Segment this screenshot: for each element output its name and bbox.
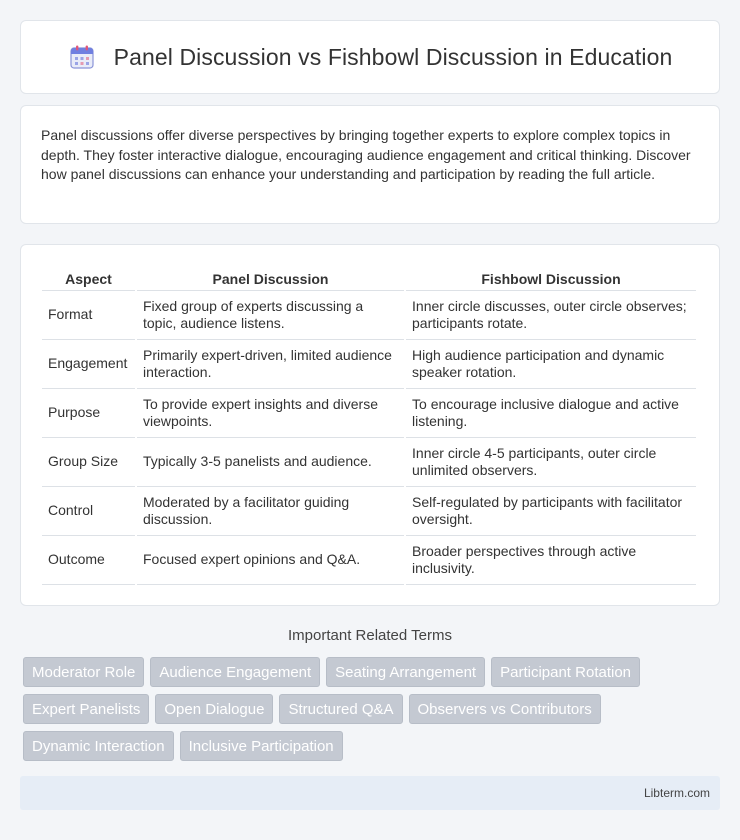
header-aspect: Aspect xyxy=(42,265,135,291)
table-header-row xyxy=(42,265,696,291)
cell-fishbowl: Inner circle discusses, outer circle observes; participants rotate. xyxy=(406,291,696,340)
table-row xyxy=(42,536,696,585)
footer xyxy=(20,776,720,810)
header-fishbowl-discussion: Fishbowl Discussion xyxy=(406,265,696,291)
tag-moderator-role[interactable]: Moderator Role xyxy=(23,657,144,687)
cell-panel: Focused expert opinions and Q&A. xyxy=(137,536,404,585)
tag-seating-arrangement[interactable]: Seating Arrangement xyxy=(326,657,485,687)
header-panel-discussion: Panel Discussion xyxy=(137,265,404,291)
tag-open-dialogue[interactable]: Open Dialogue xyxy=(155,694,273,724)
cell-aspect: Outcome xyxy=(42,536,135,585)
table-row xyxy=(42,389,696,438)
page-title: Panel Discussion vs Fishbowl Discussion in Education xyxy=(113,43,673,70)
tag-row xyxy=(23,657,723,687)
cell-fishbowl: High audience participation and dynamic speaker rotation. xyxy=(406,340,696,389)
related-terms-tags xyxy=(23,657,723,768)
cell-panel: Typically 3-5 panelists and audience. xyxy=(137,438,404,487)
footer-brand[interactable]: Libterm.com xyxy=(643,786,710,800)
tag-row xyxy=(23,731,723,761)
calendar-icon xyxy=(68,43,96,71)
tag-participant-rotation[interactable]: Participant Rotation xyxy=(491,657,640,687)
tag-expert-panelists[interactable]: Expert Panelists xyxy=(23,694,149,724)
table-row xyxy=(42,291,696,340)
cell-aspect: Purpose xyxy=(42,389,135,438)
tag-structured-qa[interactable]: Structured Q&A xyxy=(279,694,402,724)
cell-panel: Moderated by a facilitator guiding discussion. xyxy=(137,487,404,536)
tag-dynamic-interaction[interactable]: Dynamic Interaction xyxy=(23,731,174,761)
table-row xyxy=(42,487,696,536)
tag-observers-vs-contributors[interactable]: Observers vs Contributors xyxy=(409,694,601,724)
cell-panel: Fixed group of experts discussing a topic, audience listens. xyxy=(137,291,404,340)
cell-panel: Primarily expert-driven, limited audience interaction. xyxy=(137,340,404,389)
intro-card xyxy=(20,105,720,224)
header xyxy=(68,43,673,71)
cell-fishbowl: To encourage inclusive dialogue and active listening. xyxy=(406,389,696,438)
cell-fishbowl: Broader perspectives through active inclusivity. xyxy=(406,536,696,585)
comparison-table-card xyxy=(20,244,720,606)
comparison-table xyxy=(40,265,698,585)
cell-aspect: Group Size xyxy=(42,438,135,487)
tag-inclusive-participation[interactable]: Inclusive Participation xyxy=(180,731,343,761)
cell-aspect: Control xyxy=(42,487,135,536)
related-terms-title: Important Related Terms xyxy=(288,627,452,644)
cell-aspect: Engagement xyxy=(42,340,135,389)
header-card xyxy=(20,20,720,94)
intro-text: Panel discussions offer diverse perspectives by bringing together experts to explore complex topics in depth. They foster interactive dialogue, encouraging audience engagement and critical thinking. Discover how panel discussions can enhance your understanding and participation by reading the full article. xyxy=(41,127,691,183)
cell-panel: To provide expert insights and diverse viewpoints. xyxy=(137,389,404,438)
tag-row xyxy=(23,694,723,724)
cell-fishbowl: Self-regulated by participants with facilitator oversight. xyxy=(406,487,696,536)
table-row xyxy=(42,340,696,389)
tag-audience-engagement[interactable]: Audience Engagement xyxy=(150,657,320,687)
cell-fishbowl: Inner circle 4-5 participants, outer circle unlimited observers. xyxy=(406,438,696,487)
cell-aspect: Format xyxy=(42,291,135,340)
table-row xyxy=(42,438,696,487)
